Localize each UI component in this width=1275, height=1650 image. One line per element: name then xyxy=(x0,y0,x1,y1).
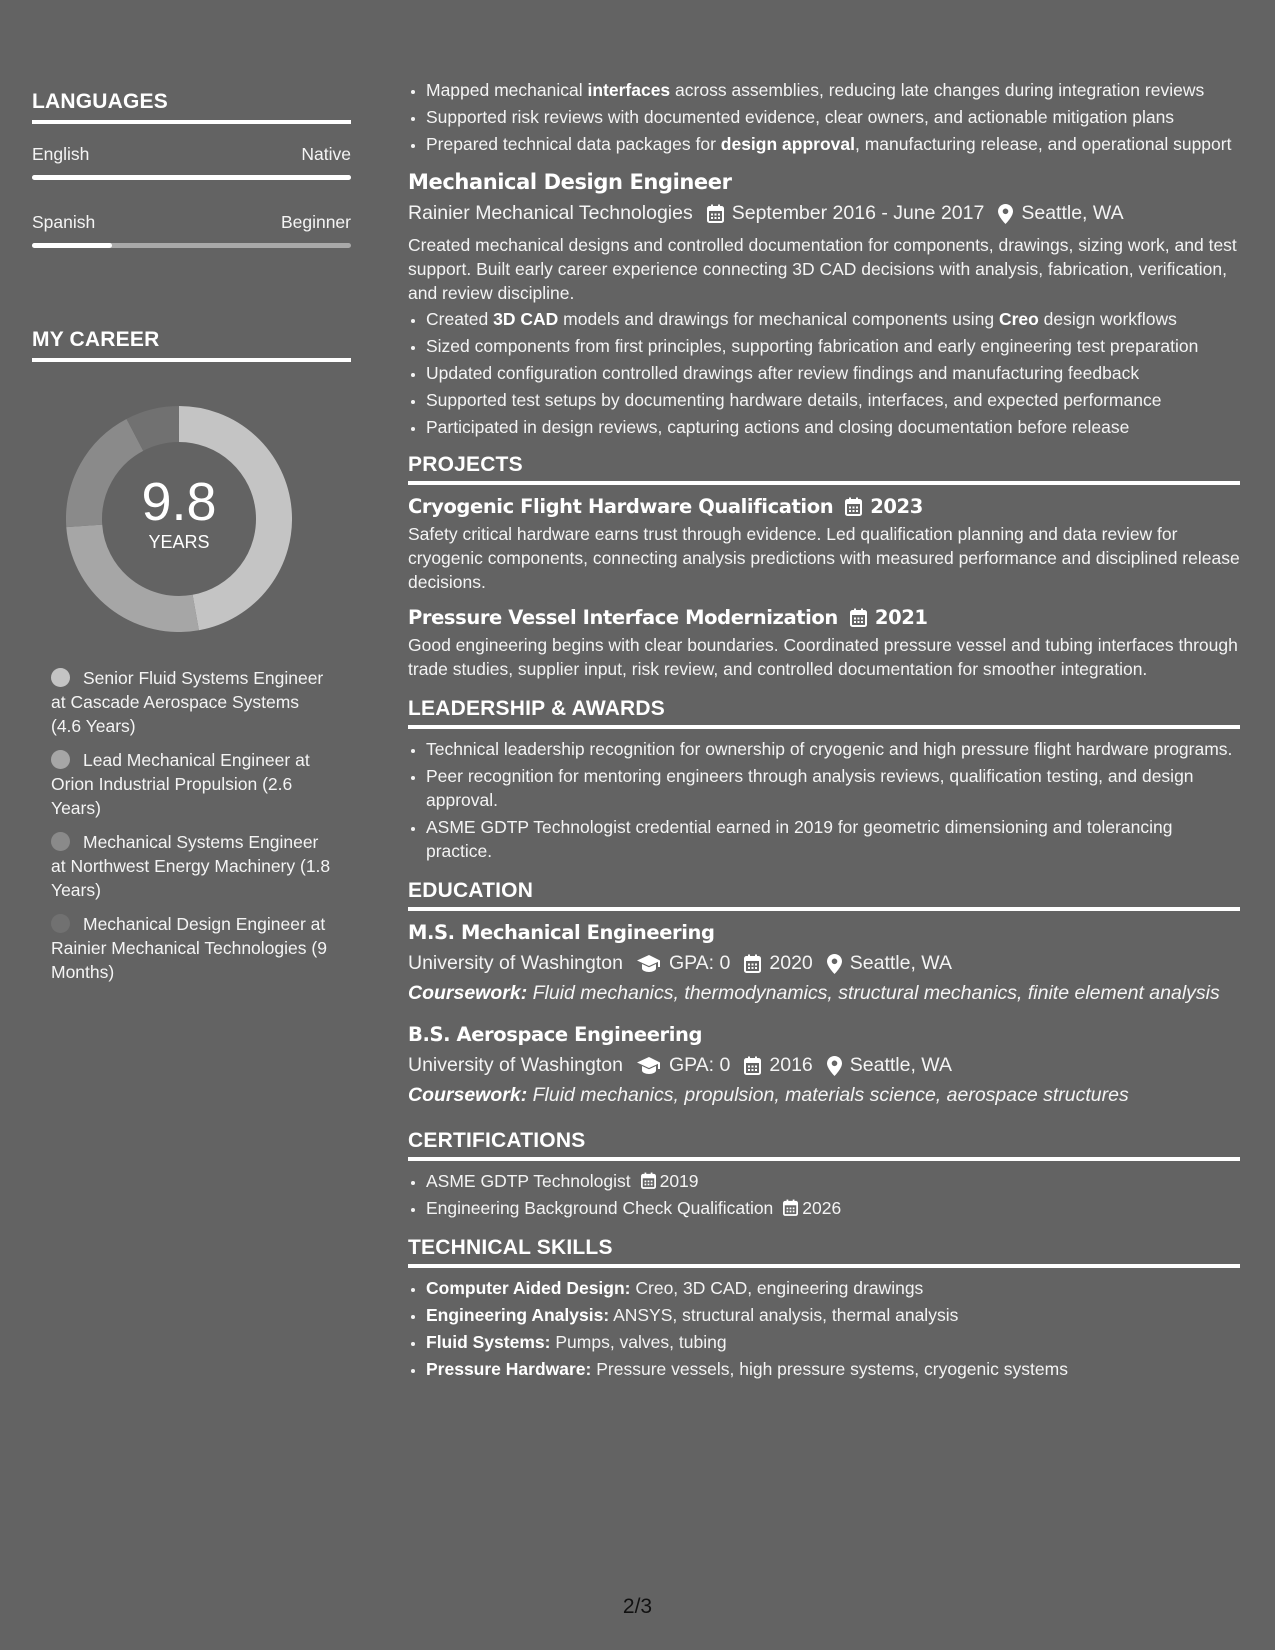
sidebar xyxy=(32,90,351,994)
languages-heading: LANGUAGES xyxy=(32,90,351,124)
school-location: Seattle, WA xyxy=(849,952,952,974)
job-title: Mechanical Design Engineer xyxy=(408,170,732,194)
skills-heading: TECHNICAL SKILLS xyxy=(408,1236,1240,1268)
projects-heading: PROJECTS xyxy=(408,453,1240,485)
calendar-icon xyxy=(850,608,867,627)
career-legend-item xyxy=(51,912,333,984)
job-location: Seattle, WA xyxy=(1021,202,1124,224)
coursework: Coursework: Fluid mechanics, propulsion, materials science, aerospace structures xyxy=(408,1084,1129,1106)
company-name: Rainier Mechanical Technologies xyxy=(408,202,693,224)
list-item: • Technical leadership recognition for ownership of cryogenic and high pressure flight hardware programs. xyxy=(426,737,1240,761)
language-proficiency-bar xyxy=(32,243,351,248)
project-year: 2021 xyxy=(874,606,928,629)
list-item: • Sized components from first principles, supporting fabrication and early engineering test preparation xyxy=(426,334,1240,358)
list-item: • Created 3D CAD models and drawings for mechanical components using Creo design workflows xyxy=(426,307,1240,331)
language-proficiency-fill xyxy=(32,175,351,180)
degree-title: B.S. Aerospace Engineering xyxy=(408,1023,703,1046)
project-item xyxy=(408,606,1240,681)
calendar-icon xyxy=(744,954,761,973)
skill-list: Creo, 3D CAD, engineering drawings xyxy=(635,1278,924,1298)
main-content xyxy=(408,78,1240,1384)
education-meta xyxy=(408,1054,1240,1077)
leadership-heading: LEADERSHIP & AWARDS xyxy=(408,697,1240,729)
graduation-cap-icon xyxy=(637,1057,661,1074)
previous-job-bullets xyxy=(408,78,1240,156)
list-item xyxy=(426,1303,1240,1327)
career-total-years: 9.8 xyxy=(141,472,217,532)
job-bullets xyxy=(408,307,1240,439)
certification-year: 2019 xyxy=(659,1171,699,1191)
certifications-heading: CERTIFICATIONS xyxy=(408,1129,1240,1161)
job-summary: Created mechanical designs and controlled documentation for components, drawings, sizing work, and test support. Built early career experience connecting 3D CAD decisions with analysis, fabrication, verification, and review discipline. xyxy=(408,235,1237,303)
list-item xyxy=(426,1357,1240,1381)
map-pin-icon xyxy=(827,1056,842,1076)
map-pin-icon xyxy=(827,954,842,974)
list-item: • Participated in design reviews, capturing actions and closing documentation before release xyxy=(426,415,1240,439)
skill-category: Engineering Analysis: xyxy=(426,1305,610,1325)
calendar-icon xyxy=(783,1199,798,1216)
skill-category: Computer Aided Design: xyxy=(426,1278,631,1298)
career-legend-label: Lead Mechanical Engineer at Orion Industrial Propulsion (2.6 Years) xyxy=(51,750,310,818)
skill-category: Pressure Hardware: xyxy=(426,1359,592,1379)
career-legend-item xyxy=(51,830,333,902)
graduation-year: 2016 xyxy=(769,1054,813,1076)
career-legend-label: Mechanical Systems Engineer at Northwest Energy Machinery (1.8 Years) xyxy=(51,832,331,900)
leadership-list xyxy=(408,737,1240,863)
skill-list: Pressure vessels, high pressure systems, cryogenic systems xyxy=(596,1359,1068,1379)
career-legend-item xyxy=(51,666,333,738)
career-heading: MY CAREER xyxy=(32,328,351,362)
list-item: • Peer recognition for mentoring engineers through analysis reviews, qualification testing, and design approval. xyxy=(426,764,1240,812)
career-legend-label: Senior Fluid Systems Engineer at Cascade Aerospace Systems (4.6 Years) xyxy=(51,668,324,736)
education-heading: EDUCATION xyxy=(408,879,1240,911)
list-item: • ASME GDTP Technologist credential earned in 2019 for geometric dimensioning and tolerancing practice. xyxy=(426,815,1240,863)
legend-dot xyxy=(51,914,70,933)
certification-name: ASME GDTP Technologist xyxy=(426,1171,631,1191)
language-name: Spanish xyxy=(32,212,96,232)
list-item xyxy=(426,1330,1240,1354)
project-description: Safety critical hardware earns trust through evidence. Led qualification planning and data review for cryogenic components, connecting analysis predictions with measured performance and disciplined release decisions. xyxy=(408,524,1240,592)
education-item xyxy=(408,1023,1240,1107)
project-title: Pressure Vessel Interface Modernization xyxy=(408,606,838,629)
skills-list xyxy=(408,1276,1240,1381)
calendar-icon xyxy=(845,497,862,516)
list-item xyxy=(426,1196,1240,1220)
certification-year: 2026 xyxy=(802,1198,842,1218)
skill-list: Pumps, valves, tubing xyxy=(555,1332,727,1352)
list-item: • Updated configuration controlled drawings after review findings and manufacturing feedback xyxy=(426,361,1240,385)
donut-segment xyxy=(135,424,179,435)
language-name: English xyxy=(32,144,90,164)
career-legend-label: Mechanical Design Engineer at Rainier Mechanical Technologies (9 Months) xyxy=(51,914,327,982)
school-location: Seattle, WA xyxy=(849,1054,952,1076)
language-proficiency-fill xyxy=(32,243,112,248)
education-item xyxy=(408,921,1240,1005)
job-dates: September 2016 - June 2017 xyxy=(731,202,985,224)
project-item xyxy=(408,495,1240,594)
language-level: Beginner xyxy=(280,212,351,232)
page-number: 2/3 xyxy=(622,1595,653,1618)
list-item: • Supported test setups by documenting hardware details, interfaces, and expected performance xyxy=(426,388,1240,412)
skill-list: ANSYS, structural analysis, thermal analysis xyxy=(613,1305,959,1325)
list-item xyxy=(426,1276,1240,1300)
degree-title: M.S. Mechanical Engineering xyxy=(408,921,715,944)
school-name: University of Washington xyxy=(408,952,623,974)
legend-dot xyxy=(51,750,70,769)
graduation-cap-icon xyxy=(637,955,661,972)
gpa: GPA: 0 xyxy=(668,1054,731,1076)
language-item xyxy=(32,144,351,180)
language-item xyxy=(32,212,351,248)
list-item: • Mapped mechanical interfaces across assemblies, reducing late changes during integration reviews xyxy=(426,78,1240,102)
certifications-list xyxy=(408,1169,1240,1220)
calendar-icon xyxy=(641,1172,656,1189)
career-legend xyxy=(51,666,333,984)
calendar-icon xyxy=(744,1056,761,1075)
certification-name: Engineering Background Check Qualification xyxy=(426,1198,774,1218)
map-pin-icon xyxy=(998,204,1013,224)
calendar-icon xyxy=(707,204,724,223)
career-donut-chart xyxy=(66,406,292,632)
school-name: University of Washington xyxy=(408,1054,623,1076)
graduation-year: 2020 xyxy=(769,952,813,974)
skill-category: Fluid Systems: xyxy=(426,1332,551,1352)
career-legend-item xyxy=(51,748,333,820)
list-item xyxy=(426,1169,1240,1193)
coursework: Coursework: Fluid mechanics, thermodynamics, structural mechanics, finite element analysis xyxy=(408,982,1220,1004)
gpa: GPA: 0 xyxy=(668,952,731,974)
project-year: 2023 xyxy=(870,495,923,518)
project-title: Cryogenic Flight Hardware Qualification xyxy=(408,495,834,518)
list-item: • Prepared technical data packages for design approval, manufacturing release, and operational support xyxy=(426,132,1240,156)
list-item: • Supported risk reviews with documented evidence, clear owners, and actionable mitigation plans xyxy=(426,105,1240,129)
project-description: Good engineering begins with clear boundaries. Coordinated pressure vessel and tubing interfaces through trade studies, supplier input, risk review, and controlled documentation for smoother integration. xyxy=(408,635,1238,679)
education-meta xyxy=(408,952,1240,975)
career-total-unit: YEARS xyxy=(148,532,210,552)
legend-dot xyxy=(51,668,70,687)
language-level: Native xyxy=(301,144,351,164)
job-meta xyxy=(408,202,1240,225)
language-proficiency-bar xyxy=(32,175,351,180)
legend-dot xyxy=(51,832,70,851)
